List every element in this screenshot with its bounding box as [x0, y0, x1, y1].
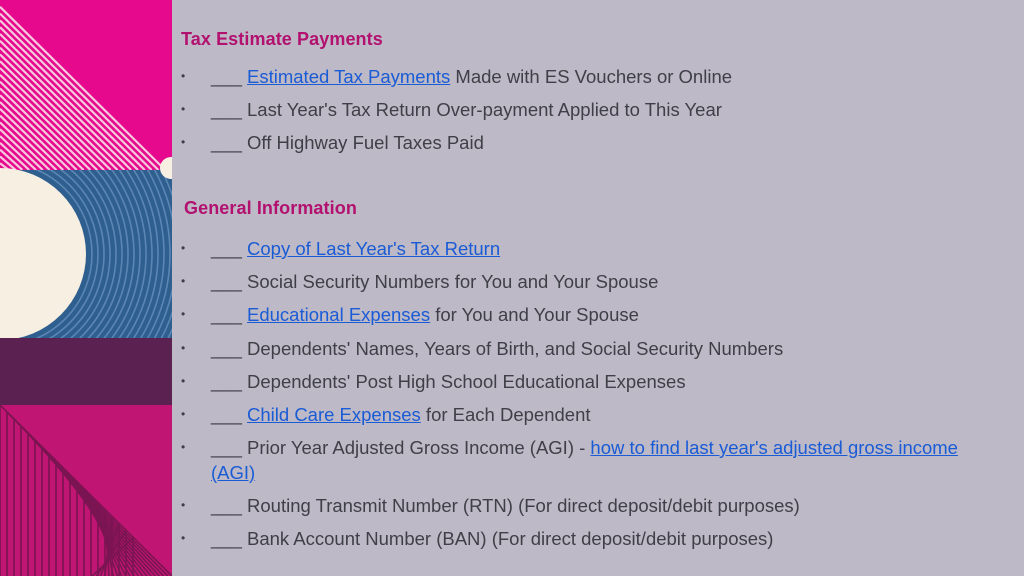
list-item: • ___ Routing Transmit Number (RTN) (For direct deposit/debit purposes)	[181, 495, 800, 516]
bullet-icon: •	[181, 498, 186, 512]
estimated-tax-payments-link[interactable]: Estimated Tax Payments	[247, 66, 451, 87]
bullet-icon: •	[181, 341, 186, 355]
list-item: • ___ Prior Year Adjusted Gross Income (AGI) - how to find last year's adjusted gross income (AGI)	[181, 437, 958, 483]
list-item: • ___ Bank Account Number (BAN) (For direct deposit/debit purposes)	[181, 528, 774, 549]
list-item: • ___ Child Care Expenses for Each Dependent	[181, 404, 591, 425]
list-item: • ___ Estimated Tax Payments Made with ES Vouchers or Online	[181, 66, 733, 87]
bullet-icon: •	[181, 241, 186, 255]
find-last-years-agi-link[interactable]: how to find last year's adjusted gross income (AGI)	[211, 437, 958, 483]
list-item: • ___ Educational Expenses for You and Your Spouse	[181, 304, 639, 325]
list-item: • ___ Dependents' Names, Years of Birth, and Social Security Numbers	[181, 338, 784, 359]
section-heading-general-information: General Information	[184, 198, 357, 218]
list-item: • ___ Last Year's Tax Return Over-payment Applied to This Year	[181, 99, 722, 120]
bullet-icon: •	[181, 440, 186, 454]
bullet-icon: •	[181, 274, 186, 288]
list-item: • ___ Copy of Last Year's Tax Return	[181, 238, 501, 259]
copy-of-last-years-tax-return-link[interactable]: Copy of Last Year's Tax Return	[247, 238, 501, 259]
section-heading-tax-estimate-payments: Tax Estimate Payments	[181, 29, 383, 49]
list-item: • ___ Social Security Numbers for You and Your Spouse	[181, 271, 659, 292]
list-item: • ___ Dependents' Post High School Educational Expenses	[181, 371, 686, 392]
bullet-icon: •	[181, 102, 186, 116]
bullet-icon: •	[181, 135, 186, 149]
bullet-icon: •	[181, 307, 186, 321]
educational-expenses-link[interactable]: Educational Expenses	[247, 304, 431, 325]
bullet-icon: •	[181, 407, 186, 421]
bullet-icon: •	[181, 531, 186, 545]
bullet-icon: •	[181, 69, 186, 83]
bullet-icon: •	[181, 374, 186, 388]
child-care-expenses-link[interactable]: Child Care Expenses	[247, 404, 421, 425]
list-item: • ___ Off Highway Fuel Taxes Paid	[181, 132, 484, 153]
